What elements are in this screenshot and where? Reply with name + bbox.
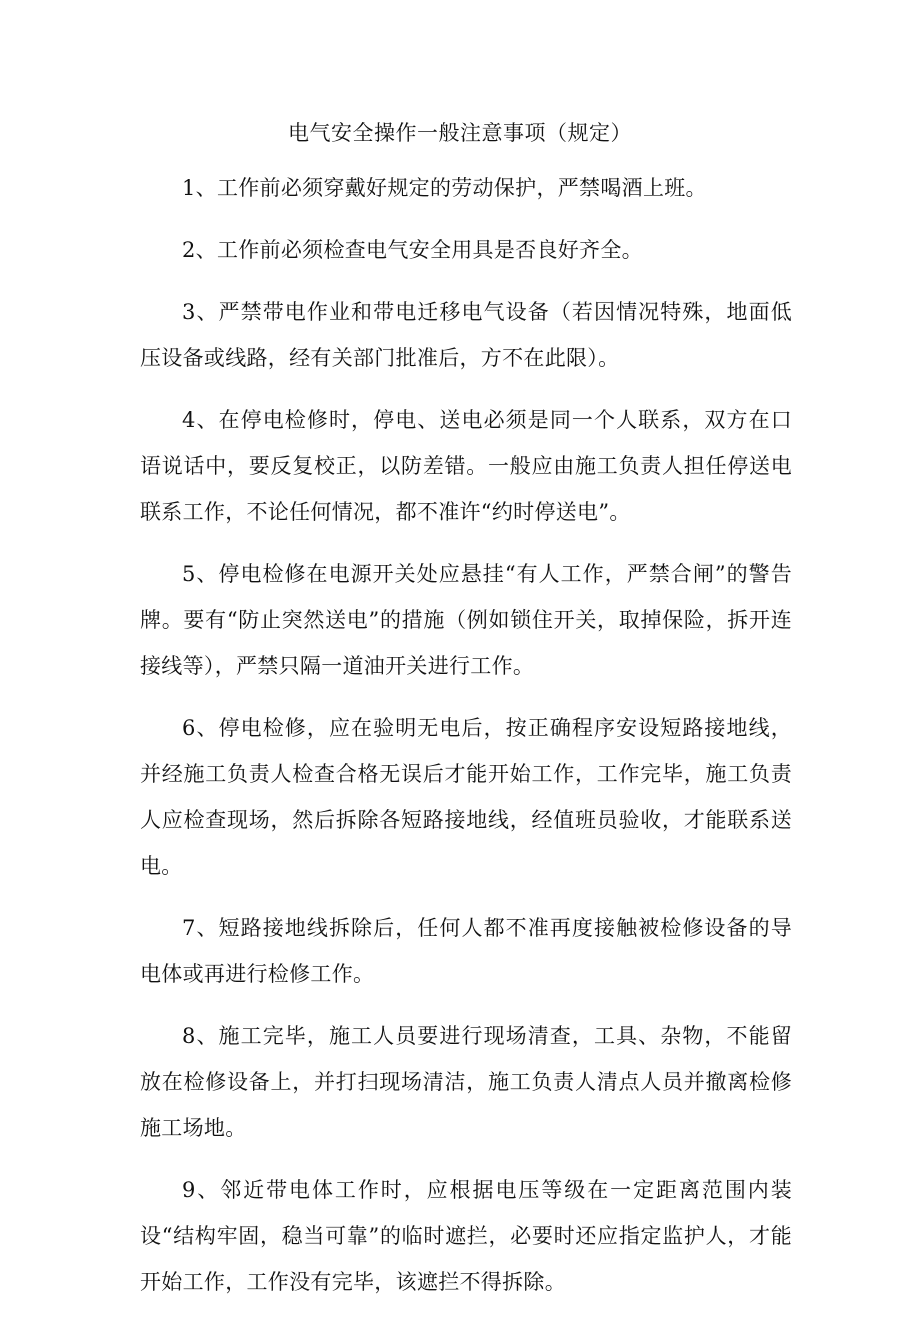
- rule-paragraph-2: 2、工作前必须检查电气安全用具是否良好齐全。: [182, 238, 643, 262]
- rule-paragraph-4: 4、在停电检修时，停电、送电必须是同一个人联系，双方在口语说话中，要反复校正，以防差错。一般应由施工负责人担任停送电联系工作，不论任何情况，都不准许“约时停送电”。: [140, 408, 792, 524]
- rule-paragraph-6: 6、停电检修，应在验明无电后，按正确程序安设短路接地线，并经施工负责人检查合格无误后才能开始工作，工作完毕，施工负责人应检查现场，然后拆除各短路接地线，经值班员验收，才能联系送电。: [140, 716, 792, 878]
- rule-paragraph-8: 8、施工完毕，施工人员要进行现场清查，工具、杂物，不能留放在检修设备上，并打扫现场清洁，施工负责人清点人员并撤离检修施工场地。: [140, 1024, 792, 1140]
- rule-paragraph-3: 3、严禁带电作业和带电迁移电气设备（若因情况特殊，地面低压设备或线路，经有关部门批准后，方不在此限）。: [140, 300, 792, 370]
- rule-paragraph-5: 5、停电检修在电源开关处应悬挂“有人工作，严禁合闸”的警告牌。要有“防止突然送电”的措施（例如锁住开关，取掉保险，拆开连接线等），严禁只隔一道油开关进行工作。: [140, 562, 792, 678]
- document-title: 电气安全操作一般注意事项（规定）: [288, 121, 632, 145]
- rule-paragraph-9: 9、邻近带电体工作时，应根据电压等级在一定距离范围内装设“结构牢固，稳当可靠”的临时遮拦，必要时还应指定监护人，才能开始工作，工作没有完毕，该遮拦不得拆除。: [140, 1178, 792, 1294]
- document-body: [140, 165, 792, 1321]
- rule-paragraph-7: 7、短路接地线拆除后，任何人都不准再度接触被检修设备的导电体或再进行检修工作。: [140, 916, 792, 986]
- rule-paragraph-1: 1、工作前必须穿戴好规定的劳动保护，严禁喝酒上班。: [182, 176, 707, 200]
